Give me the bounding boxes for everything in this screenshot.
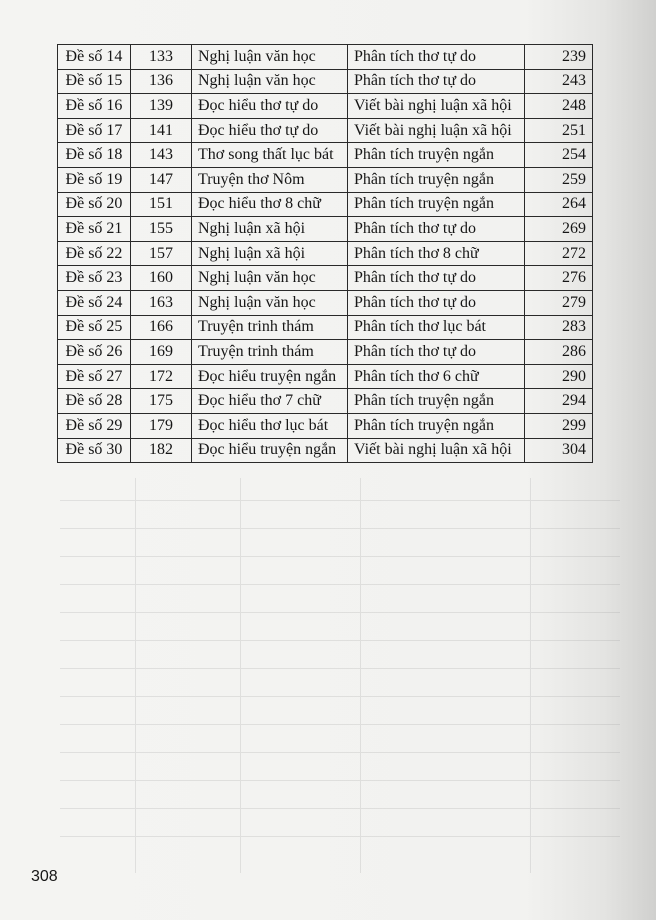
reading-type-cell: Đọc hiểu truyện ngắn <box>192 364 348 389</box>
writing-task-cell: Phân tích truyện ngắn <box>348 192 525 217</box>
reading-type-cell: Nghị luận xã hội <box>192 241 348 266</box>
exam-label-cell: Đề số 27 <box>58 364 131 389</box>
table-row <box>58 143 593 168</box>
reading-type-cell: Đọc hiểu thơ lục bát <box>192 413 348 438</box>
writing-task-cell: Viết bài nghị luận xã hội <box>348 94 525 119</box>
answer-page-cell: 272 <box>525 241 593 266</box>
reading-type-cell: Nghị luận xã hội <box>192 217 348 242</box>
table-row <box>58 290 593 315</box>
reading-type-cell: Nghị luận văn học <box>192 290 348 315</box>
contents-table <box>57 44 593 463</box>
exam-label-cell: Đề số 18 <box>58 143 131 168</box>
writing-task-cell: Phân tích truyện ngắn <box>348 389 525 414</box>
writing-task-cell: Phân tích thơ tự do <box>348 45 525 70</box>
show-through-table <box>60 478 620 873</box>
question-page-cell: 166 <box>131 315 192 340</box>
reading-type-cell: Nghị luận văn học <box>192 266 348 291</box>
answer-page-cell: 299 <box>525 413 593 438</box>
answer-page-cell: 251 <box>525 118 593 143</box>
exam-label-cell: Đề số 14 <box>58 45 131 70</box>
table-row <box>58 438 593 463</box>
exam-label-cell: Đề số 17 <box>58 118 131 143</box>
writing-task-cell: Phân tích truyện ngắn <box>348 143 525 168</box>
exam-label-cell: Đề số 25 <box>58 315 131 340</box>
answer-page-cell: 290 <box>525 364 593 389</box>
reading-type-cell: Nghị luận văn học <box>192 45 348 70</box>
writing-task-cell: Phân tích thơ tự do <box>348 340 525 365</box>
answer-page-cell: 254 <box>525 143 593 168</box>
question-page-cell: 151 <box>131 192 192 217</box>
writing-task-cell: Viết bài nghị luận xã hội <box>348 118 525 143</box>
answer-page-cell: 279 <box>525 290 593 315</box>
reading-type-cell: Đọc hiểu thơ 7 chữ <box>192 389 348 414</box>
exam-label-cell: Đề số 16 <box>58 94 131 119</box>
exam-label-cell: Đề số 20 <box>58 192 131 217</box>
question-page-cell: 139 <box>131 94 192 119</box>
writing-task-cell: Phân tích thơ lục bát <box>348 315 525 340</box>
question-page-cell: 182 <box>131 438 192 463</box>
writing-task-cell: Phân tích thơ tự do <box>348 266 525 291</box>
table-row <box>58 118 593 143</box>
writing-task-cell: Phân tích truyện ngắn <box>348 413 525 438</box>
question-page-cell: 163 <box>131 290 192 315</box>
answer-page-cell: 294 <box>525 389 593 414</box>
table-row <box>58 413 593 438</box>
table-row <box>58 217 593 242</box>
writing-task-cell: Phân tích thơ 8 chữ <box>348 241 525 266</box>
reading-type-cell: Truyện trinh thám <box>192 340 348 365</box>
answer-page-cell: 276 <box>525 266 593 291</box>
question-page-cell: 169 <box>131 340 192 365</box>
answer-page-cell: 259 <box>525 167 593 192</box>
writing-task-cell: Phân tích truyện ngắn <box>348 167 525 192</box>
exam-label-cell: Đề số 22 <box>58 241 131 266</box>
writing-task-cell: Phân tích thơ tự do <box>348 217 525 242</box>
question-page-cell: 143 <box>131 143 192 168</box>
reading-type-cell: Nghị luận văn học <box>192 69 348 94</box>
exam-label-cell: Đề số 19 <box>58 167 131 192</box>
page-number: 308 <box>31 868 58 885</box>
table-row <box>58 364 593 389</box>
answer-page-cell: 264 <box>525 192 593 217</box>
writing-task-cell: Viết bài nghị luận xã hội <box>348 438 525 463</box>
answer-page-cell: 304 <box>525 438 593 463</box>
exam-label-cell: Đề số 21 <box>58 217 131 242</box>
table-row <box>58 69 593 94</box>
answer-page-cell: 243 <box>525 69 593 94</box>
exam-label-cell: Đề số 15 <box>58 69 131 94</box>
exam-label-cell: Đề số 29 <box>58 413 131 438</box>
exam-label-cell: Đề số 24 <box>58 290 131 315</box>
table-row <box>58 389 593 414</box>
answer-page-cell: 269 <box>525 217 593 242</box>
writing-task-cell: Phân tích thơ tự do <box>348 69 525 94</box>
question-page-cell: 157 <box>131 241 192 266</box>
question-page-cell: 155 <box>131 217 192 242</box>
reading-type-cell: Thơ song thất lục bát <box>192 143 348 168</box>
exam-label-cell: Đề số 26 <box>58 340 131 365</box>
question-page-cell: 179 <box>131 413 192 438</box>
reading-type-cell: Đọc hiểu truyện ngắn <box>192 438 348 463</box>
question-page-cell: 172 <box>131 364 192 389</box>
exam-label-cell: Đề số 28 <box>58 389 131 414</box>
question-page-cell: 136 <box>131 69 192 94</box>
question-page-cell: 175 <box>131 389 192 414</box>
answer-page-cell: 239 <box>525 45 593 70</box>
table-row <box>58 266 593 291</box>
question-page-cell: 133 <box>131 45 192 70</box>
reading-type-cell: Đọc hiểu thơ tự do <box>192 118 348 143</box>
answer-page-cell: 248 <box>525 94 593 119</box>
reading-type-cell: Truyện trinh thám <box>192 315 348 340</box>
writing-task-cell: Phân tích thơ 6 chữ <box>348 364 525 389</box>
reading-type-cell: Đọc hiểu thơ 8 chữ <box>192 192 348 217</box>
table-row <box>58 241 593 266</box>
table-row <box>58 315 593 340</box>
table-row <box>58 192 593 217</box>
question-page-cell: 160 <box>131 266 192 291</box>
answer-page-cell: 283 <box>525 315 593 340</box>
table-row <box>58 340 593 365</box>
writing-task-cell: Phân tích thơ tự do <box>348 290 525 315</box>
answer-page-cell: 286 <box>525 340 593 365</box>
question-page-cell: 141 <box>131 118 192 143</box>
table-row <box>58 45 593 70</box>
question-page-cell: 147 <box>131 167 192 192</box>
table-row <box>58 94 593 119</box>
table-row <box>58 167 593 192</box>
exam-label-cell: Đề số 23 <box>58 266 131 291</box>
exam-label-cell: Đề số 30 <box>58 438 131 463</box>
reading-type-cell: Truyện thơ Nôm <box>192 167 348 192</box>
reading-type-cell: Đọc hiểu thơ tự do <box>192 94 348 119</box>
